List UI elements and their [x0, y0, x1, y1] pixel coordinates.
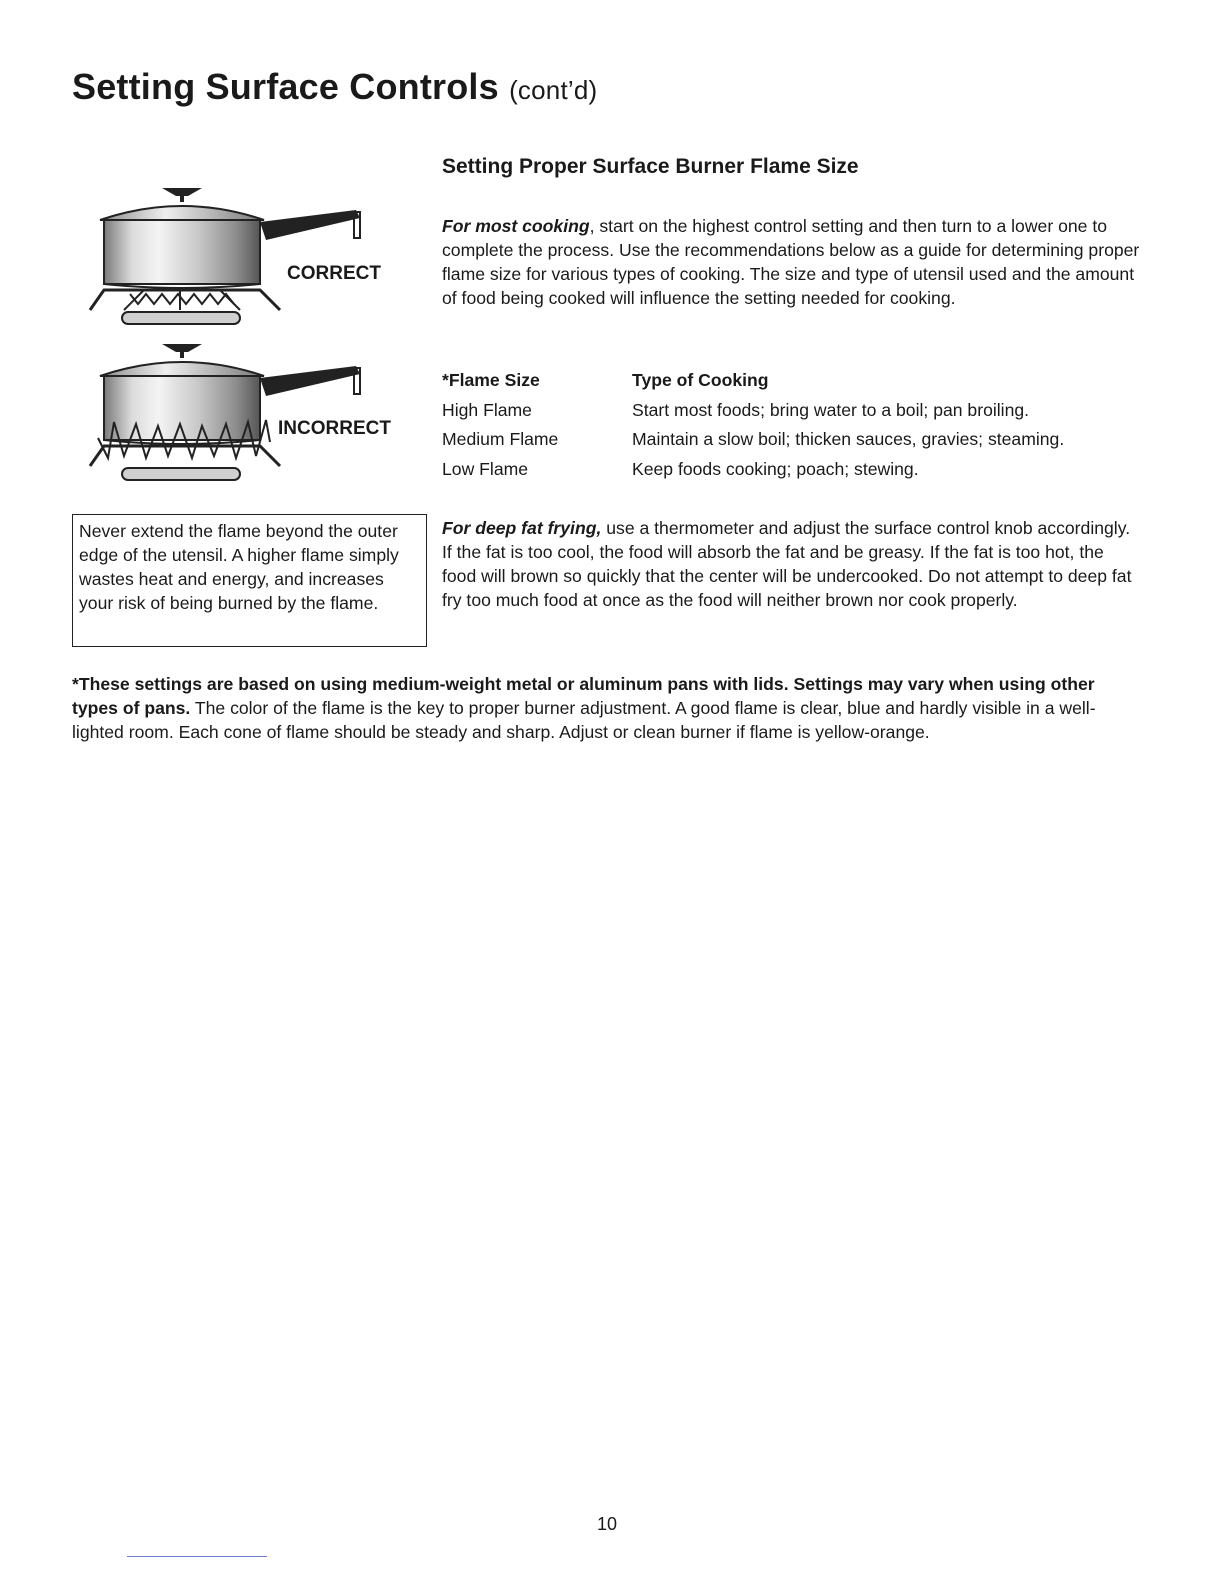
- page-title-main: Setting Surface Controls: [72, 66, 499, 107]
- table-row: [442, 425, 1064, 455]
- section-heading: Setting Proper Surface Burner Flame Size: [442, 155, 859, 178]
- incorrect-flame-illustration: [84, 338, 404, 488]
- table-row: [442, 396, 1064, 426]
- table-cell-flame: Medium Flame: [442, 429, 559, 450]
- footnote: [72, 672, 1142, 744]
- page-title: [72, 66, 597, 108]
- correct-label: CORRECT: [287, 263, 381, 284]
- deep-fat-text: use a thermometer and adjust the surface control knob accordingly. If the fat is too cool, the food will absorb the fat and be greasy. If the fat is too hot, the food will brown so quickly that the center will be undercooked. Do not attempt to deep fat fry too much food at once as the food will neither brown nor cook properly.: [442, 518, 1132, 610]
- warning-box: Never extend the flame beyond the outer edge of the utensil. A higher flame simply wastes heat and energy, and increases your risk of being burned by the flame.: [72, 514, 427, 647]
- footnote-text: The color of the flame is the key to proper burner adjustment. A good flame is clear, blue and hardly visible in a well-lighted room. Each cone of flame should be steady and sharp. Adjust or clean burner if flame is yellow-orange.: [72, 698, 1096, 742]
- intro-paragraph: [442, 214, 1142, 310]
- flame-size-table: [442, 366, 1064, 484]
- table-cell-flame: High Flame: [442, 399, 532, 420]
- table-cell-cooking: Keep foods cooking; poach; stewing.: [632, 458, 919, 479]
- intro-lead: For most cooking: [442, 216, 590, 236]
- bottom-rule: [127, 1556, 267, 1557]
- page-number: 10: [596, 1514, 618, 1534]
- deep-fat-paragraph: [442, 516, 1142, 612]
- table-header-flame-size: *Flame Size: [442, 370, 540, 391]
- table-header-type-of-cooking: Type of Cooking: [632, 370, 769, 391]
- table-cell-cooking: Maintain a slow boil; thicken sauces, gravies; steaming.: [632, 429, 1065, 450]
- deep-fat-lead: For deep fat frying,: [442, 518, 602, 538]
- footnote-bold: *These settings are based on using medium-weight metal or aluminum pans with lids. Settings may vary when using other types of pans.: [72, 674, 1095, 718]
- table-cell-cooking: Start most foods; bring water to a boil; pan broiling.: [632, 399, 1030, 420]
- table-row: [442, 455, 1064, 485]
- pot-correct-icon: [84, 182, 404, 332]
- incorrect-label: INCORRECT: [278, 418, 391, 439]
- pot-incorrect-icon: [84, 338, 404, 488]
- correct-flame-illustration: [84, 182, 404, 332]
- table-header-row: [442, 366, 1064, 396]
- intro-text: , start on the highest control setting and then turn to a lower one to complete the process. Use the recommendations below as a guide for determining proper flame size for various types of cooking. The size and type of utensil used and the amount of food being cooked will influence the setting needed for cooking.: [442, 216, 1140, 308]
- page-title-suffix: (cont’d): [509, 75, 598, 105]
- table-cell-flame: Low Flame: [442, 458, 529, 479]
